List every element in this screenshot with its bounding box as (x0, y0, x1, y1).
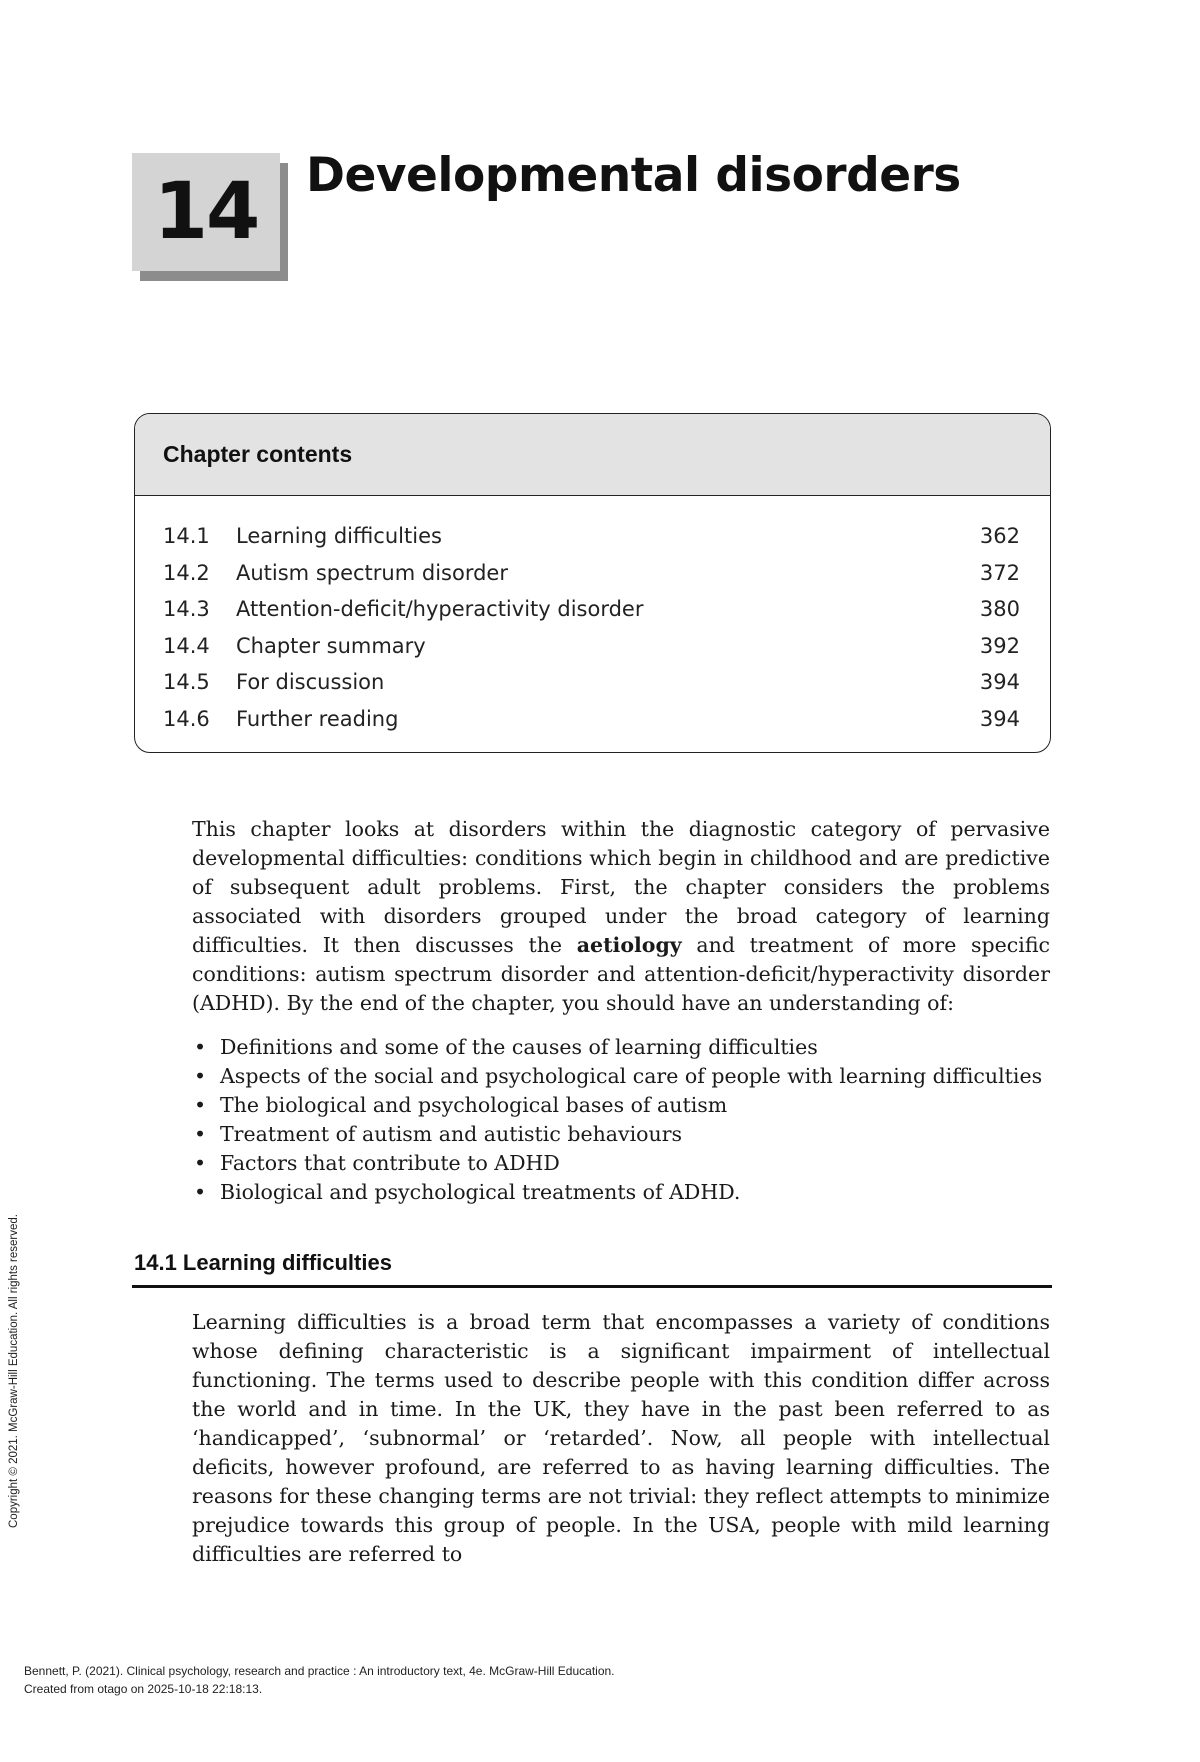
intro-text-start: This chapter looks at disorders within the diagnostic category of pervasive developmental difficulties: conditions which begin in childhood and are predictive of subsequent adult problems. First, the chapter considers the problems associated with disorders grouped under the broad category of learning difficulties. It then discusses the (192, 817, 1050, 957)
toc-entry[interactable] (135, 591, 1050, 628)
toc-entry[interactable] (135, 701, 1050, 738)
section-heading: 14.1 Learning difficulties (134, 1250, 392, 1275)
intro-text-end: and treatment of more specific conditions: autism spectrum disorder and attention-deficit/hyperactivity disorder (ADHD). By the end of the chapter, you should have an understanding of: (192, 933, 1050, 1015)
objective-text: Definitions and some of the causes of learning difficulties (220, 1035, 818, 1059)
toc-entry-number: 14.4 (163, 633, 210, 658)
section-paragraph: Learning difficulties is a broad term that encompasses a variety of conditions whose defining characteristic is a significant impairment of intellectual functioning. The terms used to describe people with this condition differ across the world and in time. In the UK, they have in the past been referred to as ‘handicapped’, ‘subnormal’ or ‘retarded’. Now, all people with intellectual deficits, however profound, are referred to as having learning difficulties. The reasons for these changing terms are not trivial: they reflect attempts to minimize prejudice towards this group of people. In the USA, people with mild learning difficulties are referred to (192, 1310, 1050, 1566)
toc-entry[interactable] (135, 555, 1050, 592)
chapter-title: Developmental disorders (306, 148, 961, 203)
toc-entry-page: 394 (979, 670, 1020, 695)
bullet-icon: • (194, 1122, 207, 1146)
toc-entry-label: Attention-deficit/hyperactivity disorder (236, 597, 644, 622)
toc-entry-number: 14.1 (163, 524, 210, 549)
toc-entry[interactable] (135, 664, 1050, 701)
chapter-number: 14 (132, 153, 280, 271)
intro-paragraph (192, 815, 1050, 1018)
chapter-contents-list (135, 496, 1050, 737)
toc-entry[interactable] (135, 628, 1050, 665)
toc-entry-page: 380 (979, 597, 1020, 622)
toc-entry-page: 372 (979, 560, 1020, 585)
chapter-contents-header (135, 414, 1050, 496)
toc-entry-label: Further reading (236, 706, 399, 731)
toc-entry-page: 392 (979, 633, 1020, 658)
objective-text: Biological and psychological treatments of ADHD. (220, 1180, 741, 1204)
list-item (192, 1033, 1072, 1062)
objective-text: Factors that contribute to ADHD (220, 1151, 560, 1175)
list-item (192, 1120, 1072, 1149)
bullet-icon: • (194, 1180, 207, 1204)
toc-entry-label: Autism spectrum disorder (236, 560, 508, 585)
toc-entry-number: 14.5 (163, 670, 210, 695)
list-item (192, 1178, 1072, 1207)
learning-objectives-list (192, 1033, 1072, 1207)
bullet-icon: • (194, 1064, 207, 1088)
chapter-contents-heading: Chapter contents (163, 441, 353, 467)
toc-entry-label: Learning difficulties (236, 524, 442, 549)
objective-text: Treatment of autism and autistic behaviours (220, 1122, 683, 1146)
toc-entry-number: 14.6 (163, 706, 210, 731)
toc-entry[interactable] (135, 518, 1050, 555)
list-item (192, 1149, 1072, 1178)
objective-text: Aspects of the social and psychological care of people with learning difficulties (220, 1064, 1043, 1088)
toc-entry-label: For discussion (236, 670, 385, 695)
objective-text: The biological and psychological bases of autism (220, 1093, 728, 1117)
chapter-contents-box (134, 413, 1051, 753)
page-footer (24, 1662, 615, 1698)
toc-entry-label: Chapter summary (236, 633, 426, 658)
toc-entry-number: 14.2 (163, 560, 210, 585)
toc-entry-page: 362 (979, 524, 1020, 549)
bullet-icon: • (194, 1151, 207, 1175)
footer-citation: Bennett, P. (2021). Clinical psychology, research and practice : An introductory text, 4e. McGraw-Hill Education. (24, 1664, 615, 1678)
intro-bold-term: aetiology (576, 933, 682, 957)
list-item (192, 1091, 1072, 1120)
toc-entry-number: 14.3 (163, 597, 210, 622)
side-copyright-notice: Copyright © 2021. McGraw-Hill Education. All rights reserved. (8, 1214, 20, 1528)
toc-entry-page: 394 (979, 706, 1020, 731)
bullet-icon: • (194, 1093, 207, 1117)
bullet-icon: • (194, 1035, 207, 1059)
section-divider (132, 1285, 1052, 1288)
footer-created: Created from otago on 2025-10-18 22:18:13. (24, 1682, 263, 1696)
list-item (192, 1062, 1072, 1091)
